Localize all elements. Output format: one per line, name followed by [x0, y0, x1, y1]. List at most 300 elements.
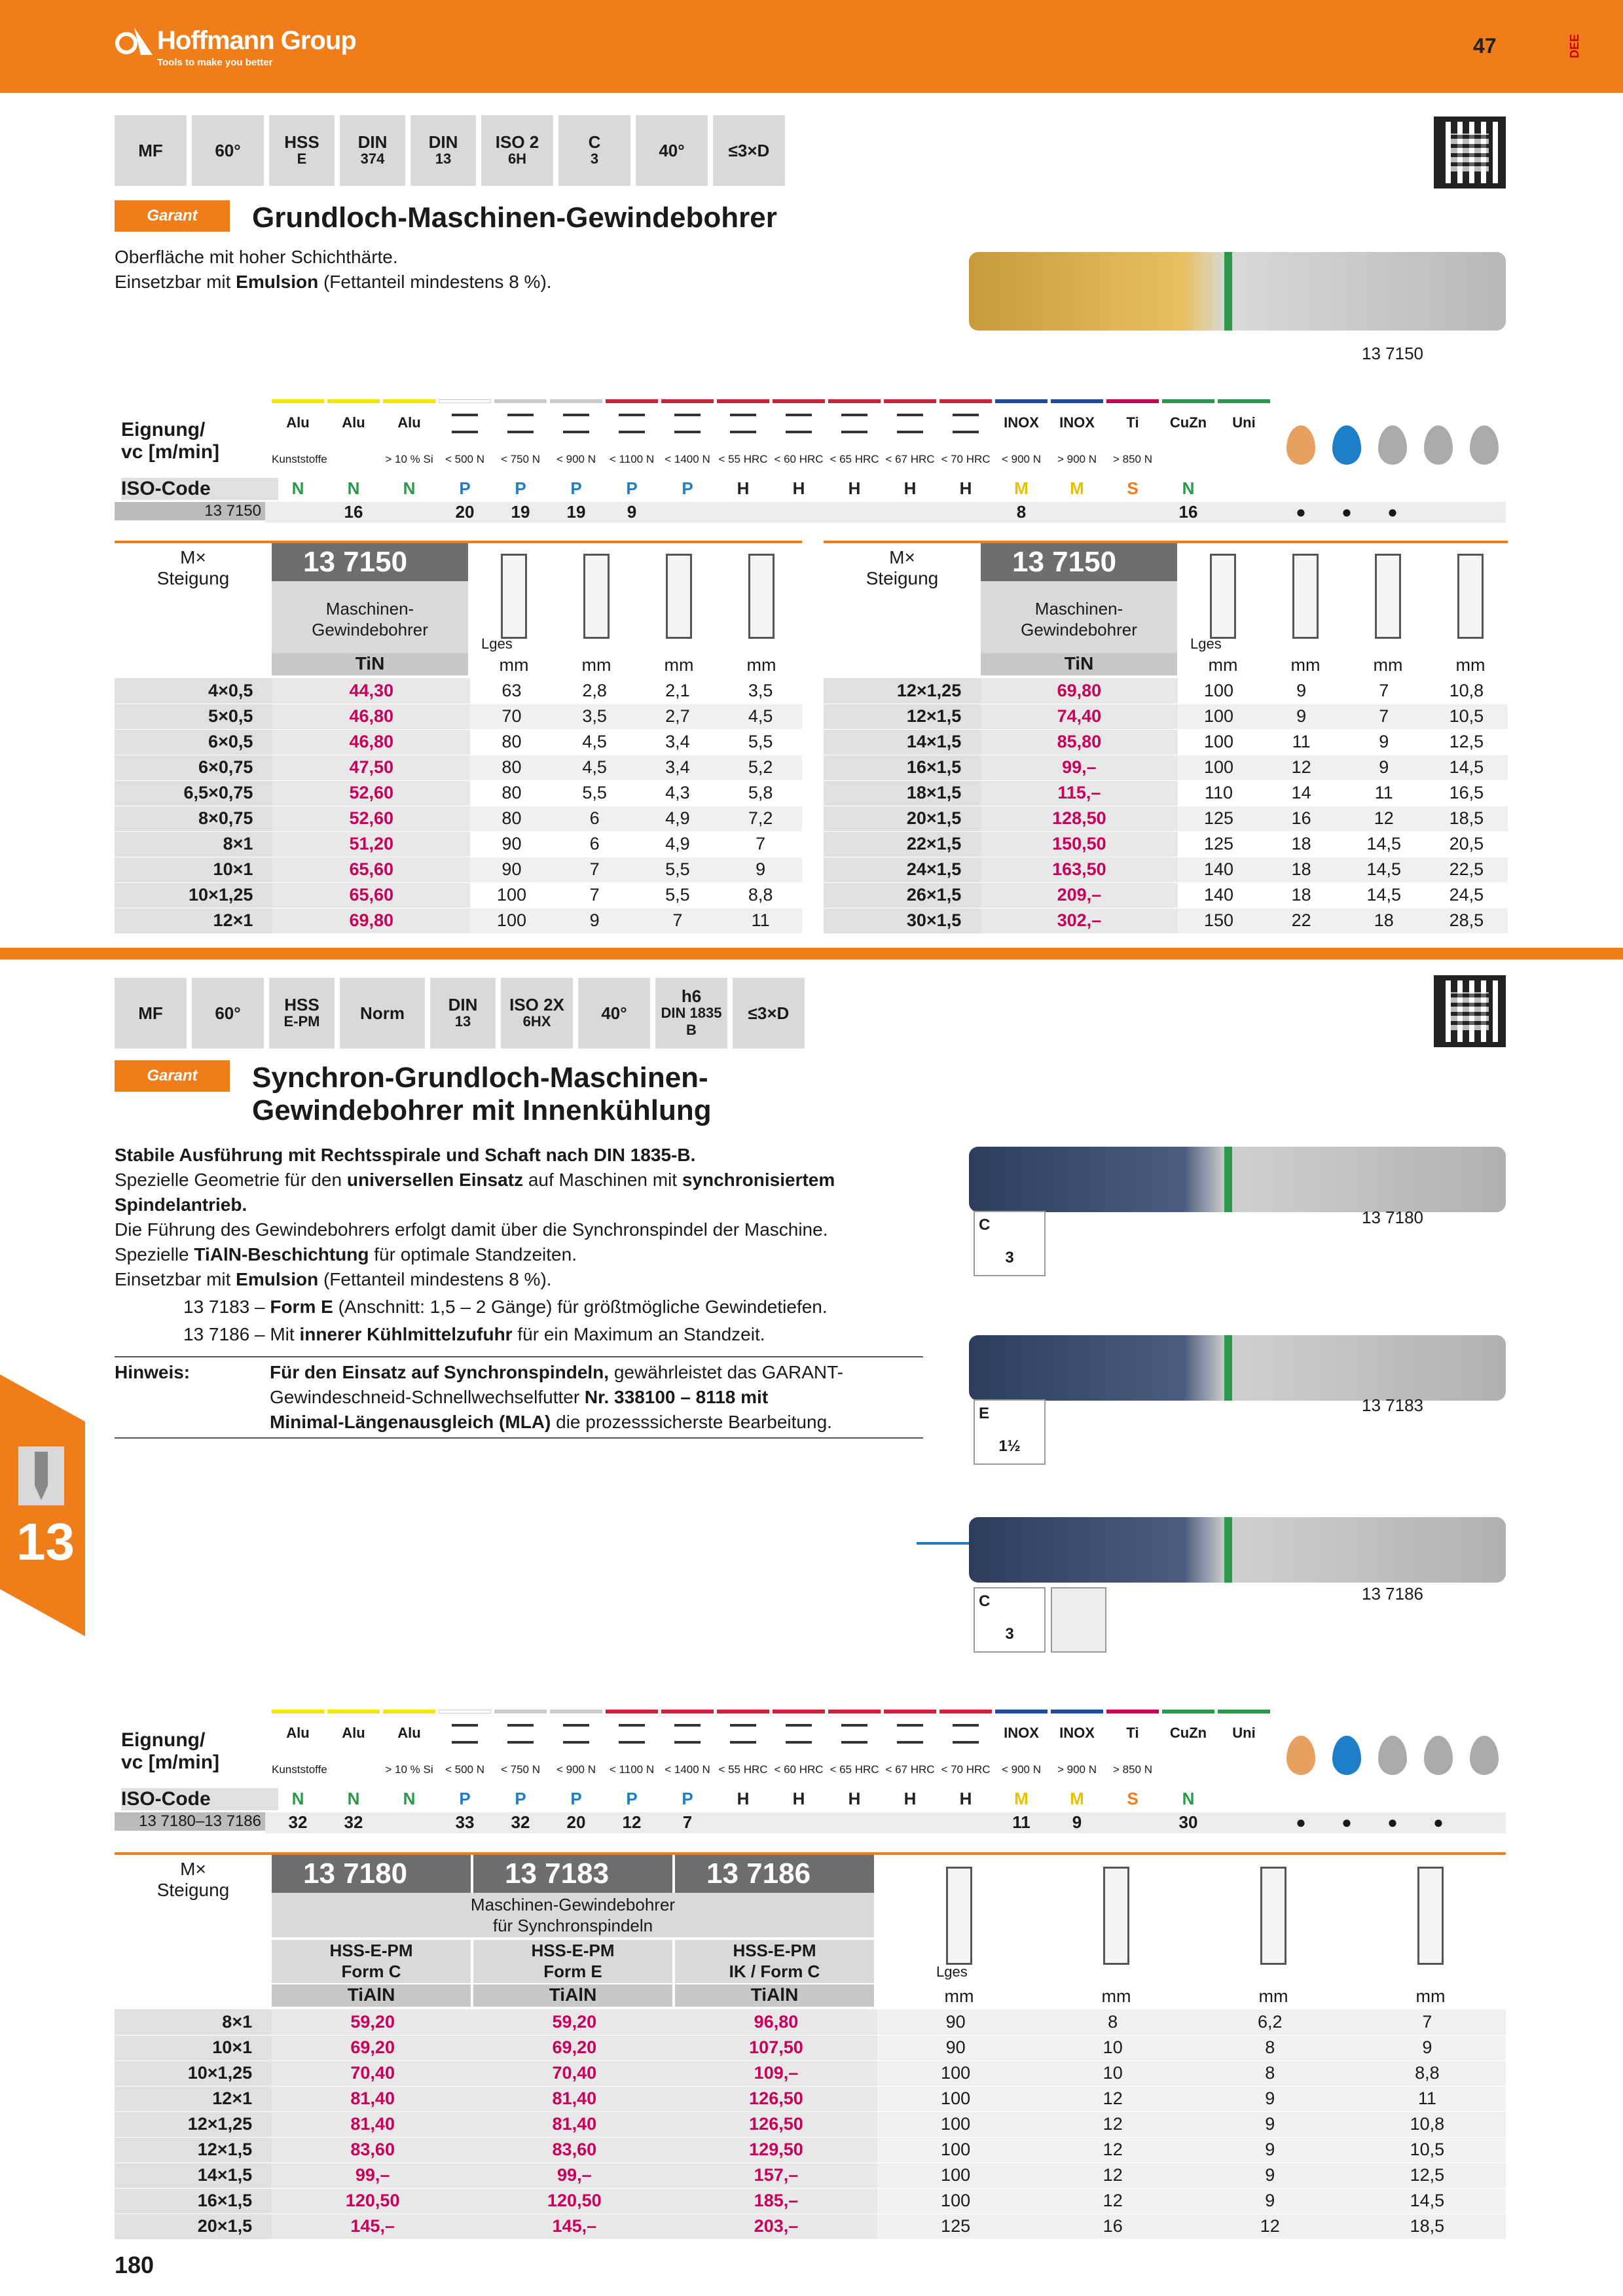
price-cell[interactable]: 69,20: [272, 2035, 473, 2060]
unit-label: mm: [1208, 655, 1238, 675]
dim-cell: 9: [1260, 704, 1343, 729]
material-sub: < 65 HRC: [830, 453, 879, 465]
iso-code: P: [459, 1789, 471, 1808]
unit-label: mm: [581, 655, 611, 675]
iso-code: S: [1127, 478, 1139, 498]
dim-cell: 9: [1343, 755, 1425, 780]
material-color-bar: [884, 1710, 936, 1713]
steel-profile-icon: [619, 1724, 645, 1744]
iso-code: M: [1014, 478, 1029, 498]
dim-cell: 5,5: [636, 857, 720, 882]
table-row: [824, 908, 1508, 933]
table-row: [115, 2035, 1506, 2060]
material-name: CuZn: [1169, 414, 1207, 431]
material-name: INOX: [1004, 1725, 1039, 1741]
material-color-bar: [383, 1710, 435, 1713]
tool-ring: [1224, 1147, 1232, 1212]
steel-profile-icon: [897, 414, 923, 433]
price-cell[interactable]: 96,80: [675, 2009, 877, 2035]
dim-cell: 9: [1343, 729, 1425, 755]
suitable-dot: ●: [1387, 1812, 1398, 1832]
steel-profile-icon: [674, 1724, 701, 1744]
qr-code-1[interactable]: [1434, 117, 1506, 188]
price-cell[interactable]: 69,80: [981, 678, 1177, 704]
tool-ring: [1224, 1335, 1232, 1401]
chapter-tab: [0, 1374, 85, 1636]
feature-badge: 60°: [192, 115, 264, 186]
material-sub: < 70 HRC: [941, 453, 991, 465]
iso-code: N: [403, 1789, 416, 1808]
material-name: INOX: [1059, 1725, 1095, 1741]
steel-profile-icon: [619, 414, 645, 433]
product-title-1: Grundloch-Maschinen-Gewindebohrer: [252, 202, 777, 234]
dim-cell: 90: [470, 831, 553, 857]
dim-cell: 14,5: [1343, 857, 1425, 882]
price-cell[interactable]: 302,–: [981, 908, 1177, 933]
feature-badge: ISO 2X 6HX: [501, 978, 573, 1049]
dim-cell: 12: [1343, 806, 1425, 831]
steel-profile-icon: [507, 414, 534, 433]
steel-profile-icon: [786, 1724, 812, 1744]
size-header: M× Steigung: [156, 547, 230, 588]
vc-value: 32: [344, 1812, 363, 1832]
material-sub: < 900 N: [1001, 1763, 1041, 1776]
size-cell: 12×1,25: [115, 2111, 272, 2137]
dim-cell: 10: [1034, 2035, 1192, 2060]
steel-profile-icon: [841, 1724, 867, 1744]
material-sub: < 750 N: [500, 453, 540, 465]
size-cell: 30×1,5: [824, 908, 981, 933]
iso-code: P: [515, 1789, 526, 1808]
vc-value: 16: [344, 502, 363, 522]
price-cell[interactable]: 74,40: [981, 704, 1177, 729]
unit-label: mm: [1101, 1986, 1131, 2006]
internal-coolant-icon: [1051, 1587, 1106, 1653]
size-cell: 20×1,5: [115, 2214, 272, 2239]
dim-cell: 24,5: [1425, 882, 1508, 908]
dimension-sketch-icon: [748, 554, 775, 639]
steel-profile-icon: [674, 414, 701, 433]
dim-cell: 100: [470, 882, 553, 908]
material-color-bar: [1106, 399, 1159, 403]
table-row: [115, 2060, 1506, 2086]
dim-cell: 70: [470, 704, 553, 729]
material-name: Ti: [1126, 414, 1139, 431]
unit-label: mm: [1373, 655, 1403, 675]
material-color-bar: [494, 1710, 547, 1713]
iso-code: N: [347, 478, 360, 498]
material-name: Alu: [397, 414, 421, 431]
feature-badge: 40°: [636, 115, 708, 186]
iso-code-label: ISO-Code: [121, 1788, 278, 1810]
size-cell: 16×1,5: [824, 755, 981, 780]
dim-cell: 9: [1192, 2162, 1349, 2188]
qr-code-2[interactable]: [1434, 975, 1506, 1047]
hoffmann-logo-icon: [115, 24, 154, 56]
steel-profile-icon: [452, 1724, 478, 1744]
price-cell[interactable]: 65,60: [272, 882, 470, 908]
price-cell[interactable]: 115,–: [981, 780, 1177, 806]
suitable-dot: ●: [1296, 1812, 1306, 1832]
dim-cell: 9: [1260, 678, 1343, 704]
material-sub: < 1100 N: [609, 1763, 655, 1776]
dim-cell: 18: [1260, 857, 1343, 882]
dim-cell: 7: [1343, 704, 1425, 729]
material-color-bar: [439, 399, 491, 403]
material-color-bar: [1051, 399, 1103, 403]
price-cell[interactable]: 99,–: [272, 2162, 473, 2188]
dim-cell: 2,1: [636, 678, 720, 704]
size-cell: 8×0,75: [115, 806, 272, 831]
dim-cell: 18,5: [1425, 806, 1508, 831]
unit-label: mm: [1415, 1986, 1446, 2006]
price-cell[interactable]: 70,40: [272, 2060, 473, 2086]
dim-cell: 100: [877, 2060, 1034, 2086]
dim-cell: 10,5: [1425, 704, 1508, 729]
price-cell[interactable]: 126,50: [675, 2111, 877, 2137]
price-cell[interactable]: 69,80: [272, 908, 470, 933]
dim-cell: 28,5: [1425, 908, 1508, 933]
dim-cell: 16,5: [1425, 780, 1508, 806]
table-row: [824, 882, 1508, 908]
dim-cell: 14,5: [1349, 2188, 1506, 2214]
price-cell[interactable]: 70,40: [473, 2060, 675, 2086]
dim-cell: 9: [553, 908, 636, 933]
iso-code: M: [1014, 1789, 1029, 1808]
price-cell[interactable]: 46,80: [272, 729, 470, 755]
material-sub: > 900 N: [1057, 453, 1097, 465]
dim-cell: 100: [877, 2188, 1034, 2214]
unit-label: mm: [664, 655, 694, 675]
dim-cell: 11: [1349, 2086, 1506, 2111]
price-cell[interactable]: 81,40: [473, 2086, 675, 2111]
material-sub: > 900 N: [1057, 1763, 1097, 1776]
material-color-bar: [884, 399, 936, 403]
dim-cell: 90: [470, 857, 553, 882]
dim-cell: 14: [1260, 780, 1343, 806]
iso-code: H: [737, 1789, 750, 1808]
price-cell[interactable]: 109,–: [675, 2060, 877, 2086]
price-cell[interactable]: 59,20: [473, 2009, 675, 2035]
steel-profile-icon: [953, 1724, 979, 1744]
dim-cell: 16: [1034, 2214, 1192, 2239]
dim-cell: 80: [470, 780, 553, 806]
vc-value: 8: [1016, 502, 1027, 522]
price-cell[interactable]: 128,50: [981, 806, 1177, 831]
dim-cell: 6: [553, 806, 636, 831]
dim-cell: 12,5: [1349, 2162, 1506, 2188]
iso-code: P: [515, 478, 526, 498]
steel-profile-icon: [507, 1724, 534, 1744]
size-cell: 10×1: [115, 2035, 272, 2060]
material-name: Ti: [1126, 1725, 1139, 1741]
dimension-sketch-icon: [501, 554, 527, 639]
dim-cell: 11: [1260, 729, 1343, 755]
iso-code: H: [959, 478, 972, 498]
hint-text: Für den Einsatz auf Synchronspindeln, gewährleistet das GARANT- Gewindeschneid-Schnellwechselfutter Nr. 338100 – 8118 mit Minimal-Längenausgleich (MLA) die prozesssicherste Bearbeitung.: [270, 1362, 843, 1432]
material-sub: < 900 N: [556, 1763, 596, 1776]
suitable-dot: ●: [1341, 502, 1352, 522]
price-cell[interactable]: 163,50: [981, 857, 1177, 882]
material-color-bar: [550, 1710, 602, 1713]
price-cell[interactable]: 52,60: [272, 806, 470, 831]
price-cell[interactable]: 83,60: [473, 2137, 675, 2162]
steel-profile-icon: [563, 414, 589, 433]
dim-cell: 14,5: [1343, 831, 1425, 857]
lges-label: Lges: [936, 1964, 968, 1980]
dim-cell: 8: [1034, 2009, 1192, 2035]
section-separator: [0, 948, 1623, 960]
dim-cell: 80: [470, 729, 553, 755]
dim-cell: 18: [1260, 831, 1343, 857]
dim-cell: 80: [470, 755, 553, 780]
price-cell[interactable]: 44,30: [272, 678, 470, 704]
material-sub: Kunststoffe: [272, 1763, 327, 1776]
dim-cell: 5,8: [719, 780, 802, 806]
material-sub: > 10 % Si: [385, 1763, 433, 1776]
size-cell: 6×0,75: [115, 755, 272, 780]
desc-line: Oberfläche mit hoher Schichthärte.: [115, 247, 398, 267]
dim-cell: 9: [719, 857, 802, 882]
price-cell[interactable]: 85,80: [981, 729, 1177, 755]
hint-rule: [115, 1356, 923, 1357]
price-cell[interactable]: 99,–: [981, 755, 1177, 780]
dim-cell: 100: [1178, 729, 1260, 755]
size-cell: 20×1,5: [824, 806, 981, 831]
material-color-bar: [773, 1710, 825, 1713]
price-cell[interactable]: 203,–: [675, 2214, 877, 2239]
material-name: Uni: [1232, 414, 1256, 431]
dim-cell: 22: [1260, 908, 1343, 933]
price-cell[interactable]: 65,60: [272, 857, 470, 882]
size-cell: 10×1,25: [115, 2060, 272, 2086]
vc-value: 11: [1012, 1812, 1030, 1832]
material-sub: < 500 N: [445, 453, 484, 465]
feature-badge: ≤3×D: [713, 115, 785, 186]
material-name: Uni: [1232, 1725, 1256, 1741]
material-color-bar: [606, 1710, 658, 1713]
table-row: [115, 2188, 1506, 2214]
dim-cell: 16: [1260, 806, 1343, 831]
steel-profile-icon: [730, 414, 756, 433]
material-color-bar: [550, 399, 602, 403]
dim-cell: 8,8: [1349, 2060, 1506, 2086]
dimension-sketch-icon: [1457, 554, 1484, 639]
size-cell: 10×1: [115, 857, 272, 882]
steel-profile-icon: [563, 1724, 589, 1744]
material-sub: < 900 N: [1001, 453, 1041, 465]
size-cell: 12×1,25: [824, 678, 981, 704]
price-cell[interactable]: 52,60: [272, 780, 470, 806]
price-cell[interactable]: 120,50: [473, 2188, 675, 2214]
thread-form-e-icon: E 1½: [974, 1399, 1046, 1465]
suitability-table-1: [115, 399, 1506, 524]
hint-rule: [115, 1437, 923, 1439]
dimension-sketch-icon: [1417, 1867, 1444, 1965]
size-cell: 26×1,5: [824, 882, 981, 908]
tool-image-137186: [969, 1517, 1506, 1583]
material-color-bar: [1218, 399, 1270, 403]
dim-cell: 100: [1178, 678, 1260, 704]
iso-code: M: [1070, 1789, 1084, 1808]
article-code: 13 7186: [675, 1855, 874, 1893]
lges-label: Lges: [1190, 636, 1222, 652]
iso-code: P: [459, 478, 471, 498]
table-row: [115, 780, 802, 806]
dim-cell: 150: [1178, 908, 1260, 933]
data-table: [115, 2009, 1506, 2240]
hint-label: Hinweis:: [115, 1362, 191, 1382]
dim-cell: 100: [1178, 704, 1260, 729]
price-cell[interactable]: 157,–: [675, 2162, 877, 2188]
price-cell[interactable]: 150,50: [981, 831, 1177, 857]
size-cell: 5×0,5: [115, 704, 272, 729]
table-row: [115, 908, 802, 933]
material-name: Alu: [342, 1725, 365, 1741]
table-row: [115, 857, 802, 882]
dim-cell: 7,2: [719, 806, 802, 831]
variant-header: HSS-E-PM IK / Form C: [675, 1940, 874, 1983]
dim-cell: 90: [877, 2009, 1034, 2035]
dim-cell: 3,4: [636, 755, 720, 780]
drill-chapter-icon: [18, 1446, 64, 1505]
iso-code: P: [570, 1789, 582, 1808]
dim-cell: 7: [553, 857, 636, 882]
size-cell: 14×1,5: [824, 729, 981, 755]
material-color-bar: [661, 1710, 714, 1713]
material-color-bar: [995, 399, 1048, 403]
material-sub: < 500 N: [445, 1763, 484, 1776]
dim-cell: 100: [877, 2137, 1034, 2162]
dim-cell: 110: [1178, 780, 1260, 806]
unit-label: mm: [1290, 655, 1321, 675]
price-cell[interactable]: 83,60: [272, 2137, 473, 2162]
chapter-number: 13: [16, 1513, 75, 1571]
material-color-bar: [494, 399, 547, 403]
vc-value: 33: [455, 1812, 475, 1832]
price-cell[interactable]: 99,–: [473, 2162, 675, 2188]
material-color-bar: [1162, 399, 1214, 403]
material-color-bar: [661, 399, 714, 403]
material-sub: < 60 HRC: [774, 453, 824, 465]
material-color-bar: [272, 1710, 324, 1713]
price-cell[interactable]: 81,40: [473, 2111, 675, 2137]
price-cell[interactable]: 81,40: [272, 2111, 473, 2137]
dim-cell: 4,5: [553, 755, 636, 780]
suit-row-label: 13 7180–13 7186: [115, 1812, 265, 1831]
vc-value: 7: [682, 1812, 693, 1832]
price-cell[interactable]: 120,50: [272, 2188, 473, 2214]
dimension-sketch-icon: [1210, 554, 1236, 639]
feature-badge: DIN 13: [410, 115, 476, 186]
price-cell[interactable]: 47,50: [272, 755, 470, 780]
material-sub: < 65 HRC: [830, 1763, 879, 1776]
material-color-bar: [773, 399, 825, 403]
coating: TiN: [981, 653, 1177, 675]
lges-label: Lges: [481, 636, 513, 652]
iso-code: H: [792, 1789, 805, 1808]
price-cell[interactable]: 129,50: [675, 2137, 877, 2162]
product-title-2: Synchron-Grundloch-Maschinen- Gewindebohrer mit Innenkühlung: [252, 1062, 712, 1126]
dim-cell: 2,8: [553, 678, 636, 704]
vc-value: 32: [511, 1812, 530, 1832]
dim-cell: 7: [636, 908, 720, 933]
size-cell: 16×1,5: [115, 2188, 272, 2214]
table-row: [824, 704, 1508, 729]
coating: TiN: [272, 653, 468, 675]
price-cell[interactable]: 46,80: [272, 704, 470, 729]
price-cell[interactable]: 81,40: [272, 2086, 473, 2111]
suitable-dot: ●: [1341, 1812, 1352, 1832]
table-row: [115, 2162, 1506, 2188]
price-cell[interactable]: 107,50: [675, 2035, 877, 2060]
material-sub: < 1400 N: [665, 453, 710, 465]
iso-code: M: [1070, 478, 1084, 498]
dimension-sketch-icon: [1375, 554, 1401, 639]
dim-cell: 10: [1034, 2060, 1192, 2086]
dim-cell: 10,8: [1425, 678, 1508, 704]
dim-cell: 12: [1034, 2137, 1192, 2162]
dim-cell: 125: [1178, 831, 1260, 857]
size-cell: 12×1,5: [824, 704, 981, 729]
size-cell: 12×1: [115, 908, 272, 933]
steel-profile-icon: [841, 414, 867, 433]
feature-badge: HSS E: [269, 115, 335, 186]
tool-ring: [1224, 252, 1232, 331]
feature-badge: DIN 13: [430, 978, 496, 1049]
table-row: [824, 729, 1508, 755]
thread-form-c-icon: C 3: [974, 1587, 1046, 1653]
price-cell[interactable]: 185,–: [675, 2188, 877, 2214]
price-cell[interactable]: 51,20: [272, 831, 470, 857]
coolant-arrow-icon: [917, 1542, 969, 1545]
price-cell[interactable]: 145,–: [272, 2214, 473, 2239]
dim-cell: 4,5: [719, 704, 802, 729]
emulsion-drop-icon: [1286, 425, 1315, 465]
dim-cell: 100: [1178, 755, 1260, 780]
dim-cell: 3,4: [636, 729, 720, 755]
tool-image-137180: [969, 1147, 1506, 1212]
dim-cell: 125: [877, 2214, 1034, 2239]
iso-code: S: [1127, 1789, 1139, 1808]
unit-label: mm: [944, 1986, 974, 2006]
dim-cell: 3,5: [553, 704, 636, 729]
unit-label: mm: [499, 655, 529, 675]
price-cell[interactable]: 59,20: [272, 2009, 473, 2035]
feature-badge: ISO 2 6H: [481, 115, 553, 186]
vc-value: 19: [511, 502, 530, 522]
material-color-bar: [995, 1710, 1048, 1713]
price-cell[interactable]: 126,50: [675, 2086, 877, 2111]
tool-ring: [1224, 1517, 1232, 1583]
price-cell[interactable]: 69,20: [473, 2035, 675, 2060]
iso-code: N: [291, 1789, 304, 1808]
dim-cell: 9: [1192, 2086, 1349, 2111]
variant-header: HSS-E-PM Form C: [272, 1940, 471, 1983]
image-caption-1: 13 7150: [1362, 344, 1423, 363]
dim-cell: 18: [1343, 908, 1425, 933]
tool-image-137183: [969, 1335, 1506, 1401]
price-cell[interactable]: 145,–: [473, 2214, 675, 2239]
table-row: [115, 806, 802, 831]
air-icon: [1470, 1736, 1499, 1775]
water-drop-icon: [1332, 1736, 1361, 1775]
material-color-bar: [939, 1710, 992, 1713]
price-cell[interactable]: 209,–: [981, 882, 1177, 908]
image-caption: 13 7180: [1362, 1208, 1423, 1227]
iso-code: P: [682, 478, 693, 498]
image-caption: 13 7183: [1362, 1395, 1423, 1415]
